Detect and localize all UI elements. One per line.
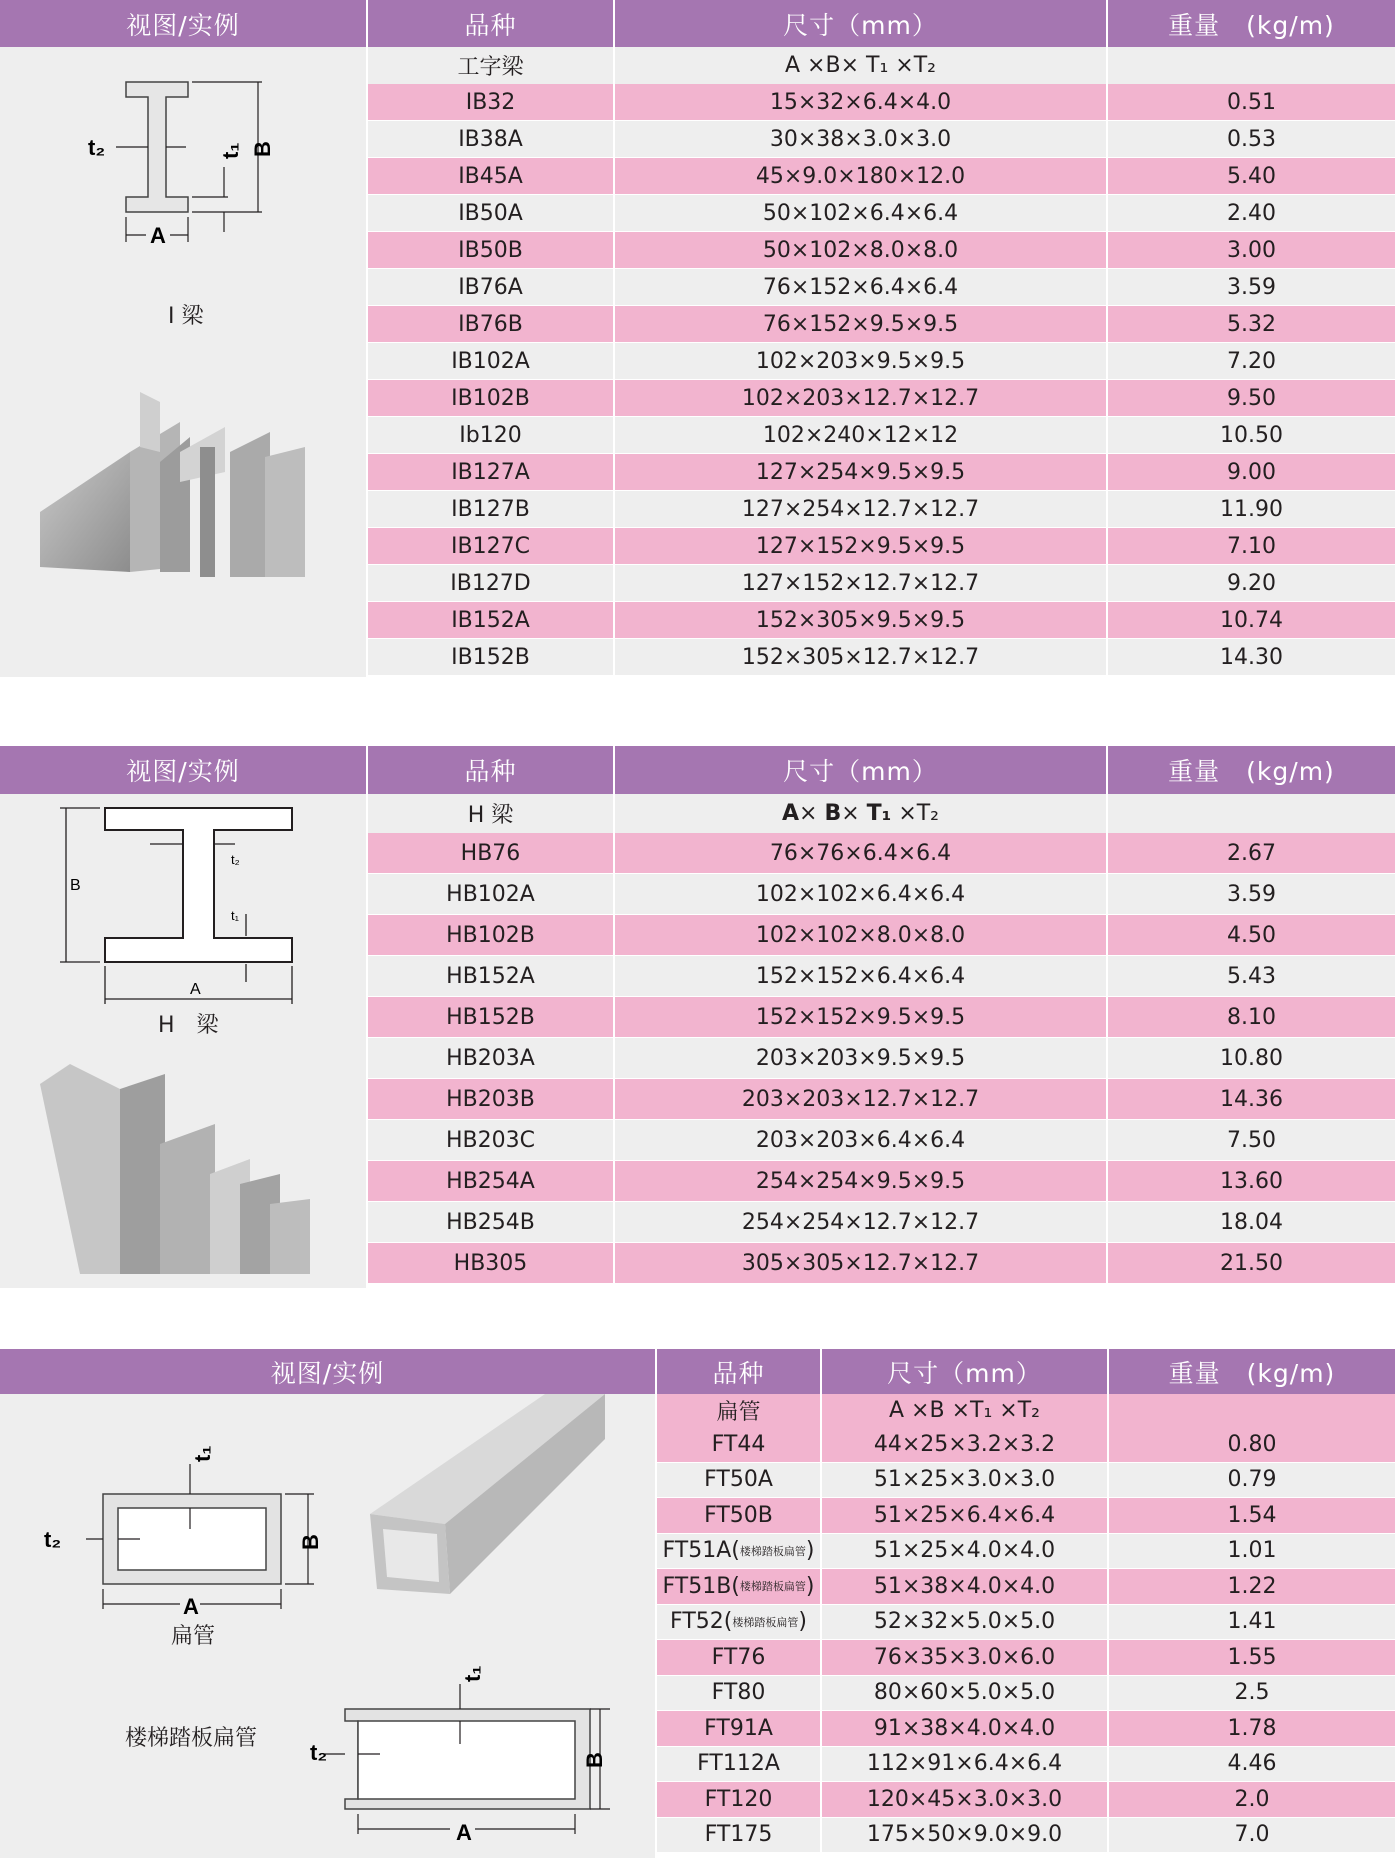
table-row — [368, 639, 1395, 675]
variety-cell — [657, 1534, 820, 1569]
variety-code: FT52( — [670, 1609, 733, 1635]
variety-cell: HB254B — [446, 1209, 535, 1235]
weight-cell: 9.00 — [1227, 459, 1276, 485]
variety-cell: IB152B — [451, 644, 530, 670]
hbeam-subheader-row — [368, 794, 1395, 833]
variety-cell: IB50B — [458, 237, 523, 263]
size-cell: 102×240×12×12 — [762, 422, 959, 448]
table-row — [368, 417, 1395, 453]
weight-cell: 5.43 — [1227, 963, 1276, 989]
flattube-view-panel — [0, 1394, 655, 1858]
flattube-label-b: B — [298, 1534, 323, 1550]
table-row — [368, 1079, 1395, 1119]
variety-cell: Ib120 — [459, 422, 522, 448]
flattube-label-a: A — [183, 1594, 199, 1619]
variety-close-paren: ) — [798, 1609, 807, 1635]
table-row — [368, 565, 1395, 601]
size-cell: 305×305×12.7×12.7 — [741, 1250, 980, 1276]
stair-tube-diagram — [300, 1654, 607, 1854]
flattube-diagram — [0, 1414, 340, 1619]
table-row — [657, 1605, 1395, 1640]
variety-cell: IB127B — [451, 496, 530, 522]
size-cell: 76×152×9.5×9.5 — [762, 311, 959, 337]
variety-close-paren: ) — [805, 1573, 815, 1599]
weight-cell: 2.5 — [1234, 1680, 1270, 1706]
header-variety: 品种 — [464, 10, 517, 40]
variety-cell: FT175 — [704, 1822, 773, 1848]
header-weight: 重量 (kg/m) — [1168, 757, 1335, 786]
table-row — [657, 1640, 1395, 1675]
table-row — [657, 1818, 1395, 1853]
weight-cell: 0.51 — [1227, 89, 1276, 115]
table-row — [368, 1161, 1395, 1201]
table-row — [368, 1202, 1395, 1242]
hbeam-label-t1: t₁ — [231, 908, 239, 923]
table-row — [657, 1782, 1395, 1817]
size-cell: 76×152×6.4×6.4 — [762, 274, 959, 300]
weight-cell: 1.55 — [1227, 1644, 1277, 1670]
hbeam-photo — [40, 1064, 340, 1274]
ibeam-header — [0, 0, 1395, 47]
variety-code: FT51A( — [662, 1538, 740, 1564]
variety-cell: HB203C — [446, 1127, 535, 1153]
ibeam-label-t1: t₁ — [218, 142, 243, 159]
weight-cell: 1.22 — [1227, 1573, 1277, 1599]
size-cell: 102×102×6.4×6.4 — [755, 881, 966, 907]
size-cell: 203×203×9.5×9.5 — [755, 1045, 966, 1071]
variety-cell: HB254A — [446, 1168, 535, 1194]
header-view: 视图/实例 — [126, 10, 240, 40]
variety-cell: HB152B — [446, 1004, 535, 1030]
weight-cell: 7.20 — [1227, 348, 1276, 374]
hbeam-subheader-size: A × B × T₁ ×T₂ — [781, 801, 940, 826]
variety-cell: IB76A — [458, 274, 523, 300]
variety-cell: HB203B — [446, 1086, 535, 1112]
size-cell: 254×254×12.7×12.7 — [741, 1209, 980, 1235]
variety-cell: IB32 — [465, 89, 516, 115]
table-row — [368, 343, 1395, 379]
table-row — [368, 121, 1395, 157]
header-view: 视图/实例 — [126, 757, 240, 786]
weight-cell: 2.40 — [1227, 200, 1276, 226]
variety-cell: HB76 — [460, 840, 521, 866]
variety-cell: HB102A — [446, 881, 535, 907]
size-cell: 127×152×12.7×12.7 — [741, 570, 980, 596]
stair-label-t1: t₁ — [460, 1665, 485, 1682]
variety-cell — [657, 1569, 820, 1604]
header-variety: 品种 — [464, 757, 517, 786]
weight-cell: 4.50 — [1227, 922, 1276, 948]
size-cell: 127×254×9.5×9.5 — [755, 459, 966, 485]
variety-note: 楼梯踏板扁管 — [739, 1580, 806, 1594]
variety-cell: IB38A — [458, 126, 523, 152]
weight-cell: 10.80 — [1220, 1045, 1283, 1071]
header-size: 尺寸（mm） — [887, 1358, 1042, 1388]
flattube-subheader-size: A ×B ×T₁ ×T₂ — [889, 1398, 1040, 1423]
flattube-subheader-variety: 扁管 — [716, 1400, 761, 1425]
table-row — [368, 1243, 1395, 1283]
table-row — [657, 1427, 1395, 1462]
weight-cell: 7.0 — [1234, 1822, 1270, 1848]
size-cell: 45×9.0×180×12.0 — [755, 163, 966, 189]
size-cell: 91×38×4.0×4.0 — [873, 1715, 1056, 1741]
size-cell: 30×38×3.0×3.0 — [769, 126, 952, 152]
variety-cell: FT50A — [704, 1467, 773, 1493]
hbeam-diagram — [0, 794, 366, 1044]
variety-cell: IB152A — [451, 607, 530, 633]
flattube-photo — [365, 1394, 625, 1594]
variety-cell: IB102B — [451, 385, 530, 411]
weight-cell: 9.20 — [1227, 570, 1276, 596]
weight-cell: 3.59 — [1227, 274, 1276, 300]
table-row — [368, 833, 1395, 873]
size-cell: 152×152×6.4×6.4 — [755, 963, 966, 989]
table-row — [368, 232, 1395, 268]
header-weight: 重量 (kg/m) — [1168, 10, 1335, 40]
stair-tube-caption: 楼梯踏板扁管 — [125, 1726, 258, 1751]
variety-cell: FT112A — [697, 1751, 780, 1777]
variety-cell: FT80 — [711, 1680, 766, 1706]
variety-cell: FT76 — [711, 1644, 766, 1670]
weight-cell: 0.53 — [1227, 126, 1276, 152]
weight-cell: 2.67 — [1227, 840, 1276, 866]
weight-cell: 0.80 — [1227, 1431, 1277, 1457]
weight-cell: 14.36 — [1220, 1086, 1283, 1112]
size-cell: 44×25×3.2×3.2 — [873, 1431, 1056, 1457]
flattube-header — [0, 1349, 1395, 1394]
hbeam-label-b: B — [70, 877, 81, 894]
variety-note: 楼梯踏板扁管 — [739, 1544, 806, 1558]
weight-cell: 10.50 — [1220, 422, 1283, 448]
weight-cell: 14.30 — [1220, 644, 1283, 670]
weight-cell: 5.40 — [1227, 163, 1276, 189]
weight-cell: 4.46 — [1227, 1751, 1277, 1777]
variety-cell: FT120 — [704, 1786, 773, 1812]
flattube-subheader-row — [657, 1394, 1395, 1427]
ibeam-label-a: A — [150, 223, 166, 248]
table-row — [368, 602, 1395, 638]
variety-note: 楼梯踏板扁管 — [732, 1615, 799, 1629]
ibeam-subheader-size: A ×B× T₁ ×T₂ — [785, 53, 936, 78]
variety-cell: FT50B — [704, 1502, 773, 1528]
variety-cell: HB102B — [446, 922, 535, 948]
hbeam-sub-t2: ×T₂ — [898, 801, 940, 826]
table-row — [368, 956, 1395, 996]
weight-cell: 1.54 — [1227, 1502, 1277, 1528]
hbeam-sub-a: A — [781, 801, 799, 826]
ibeam-caption: I 梁 — [168, 304, 204, 329]
size-cell: 112×91×6.4×6.4 — [866, 1751, 1063, 1777]
flattube-section — [0, 1349, 1395, 1858]
size-cell: 120×45×3.0×3.0 — [866, 1786, 1063, 1812]
variety-close-paren: ) — [805, 1538, 815, 1564]
weight-cell: 1.78 — [1227, 1715, 1277, 1741]
table-row — [368, 528, 1395, 564]
weight-cell: 1.01 — [1227, 1538, 1277, 1564]
ibeam-section — [0, 0, 1395, 677]
table-row — [368, 915, 1395, 955]
hbeam-label-a: A — [190, 981, 201, 998]
variety-cell: IB45A — [458, 163, 523, 189]
size-cell: 51×25×4.0×4.0 — [873, 1538, 1056, 1564]
weight-cell: 13.60 — [1220, 1168, 1283, 1194]
hbeam-view-panel — [0, 794, 366, 1288]
variety-cell: FT44 — [711, 1431, 766, 1457]
variety-cell: HB152A — [446, 963, 535, 989]
variety-cell — [657, 1605, 820, 1640]
size-cell: 50×102×6.4×6.4 — [762, 200, 959, 226]
size-cell: 152×152×9.5×9.5 — [755, 1004, 966, 1030]
variety-cell: IB102A — [451, 348, 530, 374]
weight-cell: 10.74 — [1220, 607, 1283, 633]
weight-cell: 3.59 — [1227, 881, 1276, 907]
size-cell: 127×152×9.5×9.5 — [755, 533, 966, 559]
size-cell: 102×203×9.5×9.5 — [755, 348, 966, 374]
weight-cell: 8.10 — [1227, 1004, 1276, 1030]
size-cell: 175×50×9.0×9.0 — [866, 1822, 1063, 1848]
stair-label-b: B — [582, 1752, 607, 1768]
header-variety: 品种 — [712, 1358, 765, 1388]
hbeam-label-t2: t₂ — [231, 852, 240, 867]
variety-cell: HB203A — [446, 1045, 535, 1071]
table-row — [368, 380, 1395, 416]
size-cell: 51×25×3.0×3.0 — [873, 1467, 1056, 1493]
table-row — [368, 269, 1395, 305]
table-row — [657, 1498, 1395, 1533]
table-row — [368, 454, 1395, 490]
table-row — [657, 1534, 1395, 1569]
variety-cell: IB76B — [458, 311, 523, 337]
variety-cell: IB127D — [450, 570, 531, 596]
size-cell: 52×32×5.0×5.0 — [873, 1609, 1056, 1635]
size-cell: 203×203×6.4×6.4 — [755, 1127, 966, 1153]
flattube-caption: 扁管 — [171, 1624, 216, 1649]
size-cell: 203×203×12.7×12.7 — [741, 1086, 980, 1112]
variety-cell: IB127A — [451, 459, 530, 485]
size-cell: 50×102×8.0×8.0 — [762, 237, 959, 263]
size-cell: 76×76×6.4×6.4 — [769, 840, 952, 866]
hbeam-sub-b: B — [824, 801, 842, 826]
size-cell: 15×32×6.4×4.0 — [769, 89, 952, 115]
table-row — [657, 1676, 1395, 1711]
table-row — [368, 1038, 1395, 1078]
weight-cell: 21.50 — [1220, 1250, 1283, 1276]
ibeam-diagram — [0, 67, 366, 287]
weight-cell: 7.10 — [1227, 533, 1276, 559]
size-cell: 152×305×12.7×12.7 — [741, 644, 980, 670]
table-row — [368, 195, 1395, 231]
table-row — [368, 84, 1395, 120]
stair-label-t2: t₂ — [310, 1740, 328, 1765]
size-cell: 152×305×9.5×9.5 — [755, 607, 966, 633]
size-cell: 127×254×12.7×12.7 — [741, 496, 980, 522]
hbeam-sub-t1: T₁ — [866, 801, 892, 826]
header-weight: 重量 (kg/m) — [1168, 1358, 1336, 1388]
hbeam-section — [0, 746, 1395, 1288]
weight-cell: 9.50 — [1227, 385, 1276, 411]
variety-cell: IB50A — [458, 200, 523, 226]
ibeam-label-t2: t₂ — [88, 135, 106, 160]
weight-cell: 2.0 — [1234, 1786, 1270, 1812]
variety-cell: FT91A — [704, 1715, 773, 1741]
size-cell: 76×35×3.0×6.0 — [873, 1644, 1056, 1670]
table-row — [368, 997, 1395, 1037]
table-row — [657, 1569, 1395, 1604]
size-cell: 254×254×9.5×9.5 — [755, 1168, 966, 1194]
size-cell: 102×102×8.0×8.0 — [755, 922, 966, 948]
hbeam-header — [0, 746, 1395, 794]
ibeam-subheader-variety: 工字梁 — [457, 55, 524, 80]
table-row — [657, 1463, 1395, 1498]
ibeam-subheader-row — [368, 47, 1395, 84]
ibeam-photo — [40, 392, 340, 592]
variety-cell: IB127C — [451, 533, 530, 559]
weight-cell: 5.32 — [1227, 311, 1276, 337]
ibeam-view-panel — [0, 47, 366, 677]
table-row — [368, 158, 1395, 194]
header-size: 尺寸（mm） — [783, 10, 938, 40]
flattube-label-t1: t₁ — [190, 1445, 215, 1462]
flattube-label-t2: t₂ — [44, 1527, 62, 1552]
header-view: 视图/实例 — [270, 1358, 385, 1388]
stair-label-a: A — [456, 1820, 472, 1845]
weight-cell: 7.50 — [1227, 1127, 1276, 1153]
size-cell: 80×60×5.0×5.0 — [873, 1680, 1056, 1706]
header-size: 尺寸（mm） — [783, 757, 938, 786]
table-row — [657, 1747, 1395, 1782]
ibeam-label-b: B — [250, 141, 275, 157]
table-row — [368, 306, 1395, 342]
hbeam-subheader-variety: H 梁 — [467, 803, 514, 828]
weight-cell: 3.00 — [1227, 237, 1276, 263]
weight-cell: 0.79 — [1227, 1467, 1277, 1493]
size-cell: 51×25×6.4×6.4 — [873, 1502, 1056, 1528]
weight-cell: 1.41 — [1227, 1609, 1277, 1635]
variety-code: FT51B( — [662, 1573, 740, 1599]
weight-cell: 11.90 — [1220, 496, 1283, 522]
variety-cell: HB305 — [453, 1250, 528, 1276]
size-cell: 51×38×4.0×4.0 — [873, 1573, 1056, 1599]
table-row — [368, 491, 1395, 527]
hbeam-caption: H 梁 — [158, 1013, 219, 1038]
table-row — [368, 1120, 1395, 1160]
table-row — [368, 874, 1395, 914]
weight-cell: 18.04 — [1220, 1209, 1283, 1235]
table-row — [657, 1711, 1395, 1746]
size-cell: 102×203×12.7×12.7 — [741, 385, 980, 411]
